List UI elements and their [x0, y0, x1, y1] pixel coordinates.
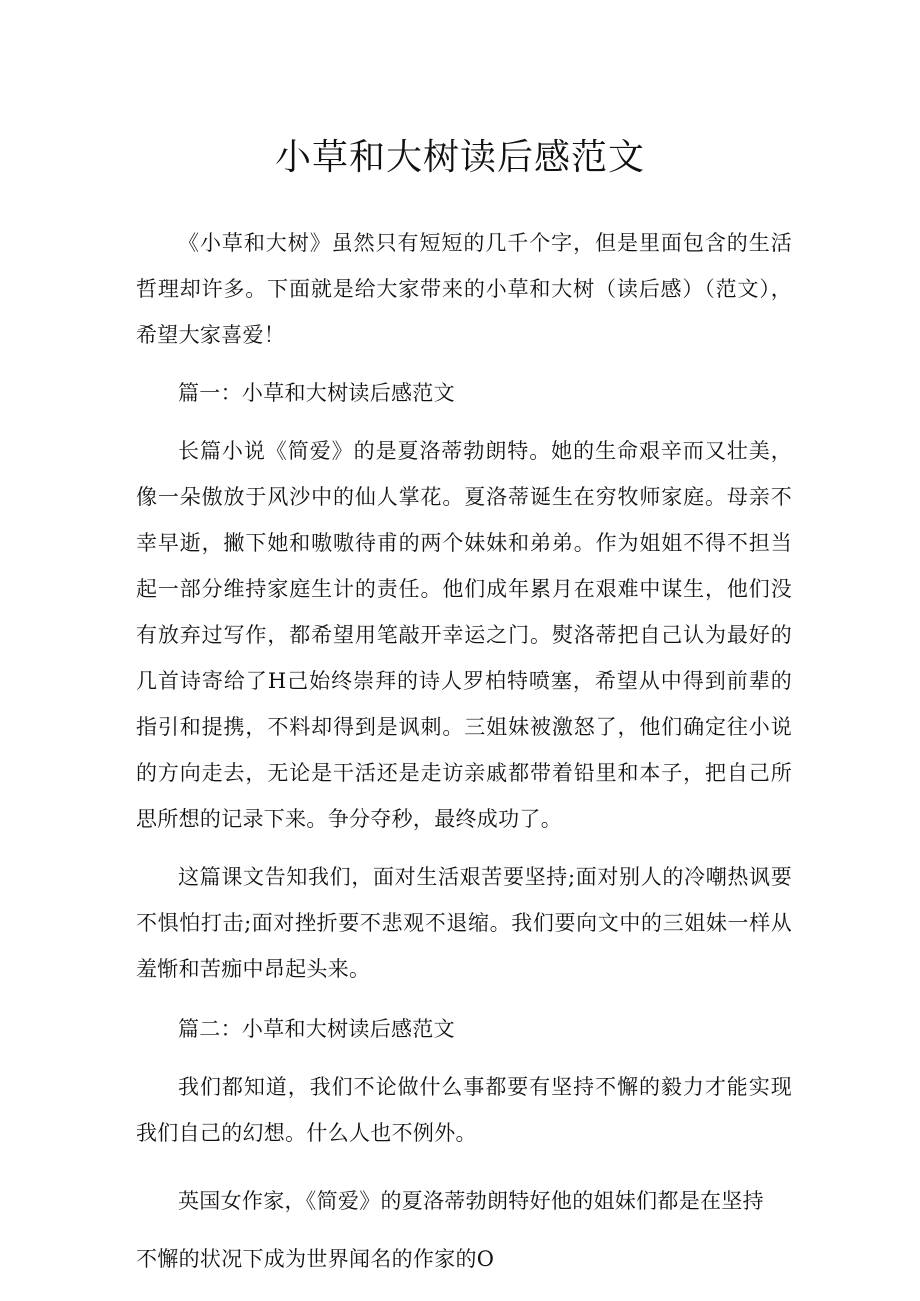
- intro-paragraph: 《小草和大树》虽然只有短短的几千个字，但是里面包含的生活哲理却许多。下面就是给大家带来的小草和大树（读后感）（范文），希望大家喜爱！: [136, 231, 792, 347]
- body-paragraph: 英国女作家，《简爱》的夏洛蒂勃朗特好他的姐妹们都是在坚持: [178, 1189, 764, 1213]
- body-paragraph: 长篇小说《简爱》的是夏洛蒂勃朗特。她的生命艰辛而又壮美，像一朵傲放于风沙中的仙人掌花。夏洛蒂诞生在穷牧师家庭。母亲不幸早逝，撇下她和嗷嗷待甫的两个妹妹和弟弟。作为姐姐不得不担当起一部分维持家庭生计的责任。他们成年累月在艰难中谋生，他们没有放弃过写作，都希望用笔敲开幸运之门。熨洛蒂把自己认为最好的几首诗寄给了H己始终崇拜的诗人罗柏特喷塞，希望从中得到前辈的指引和提携，不料却得到是讽刺。三姐妹被激怒了，他们确定往小说的方向走去，无论是干活还是走访亲戚都带着铅里和本子，把自己所思所想的记录下来。争分夺秒，最终成功了。: [136, 439, 792, 831]
- section-heading-1: 篇一：小草和大树读后感范文: [178, 381, 455, 405]
- document-body: [136, 220, 792, 1282]
- body-paragraph-continued: 不懈的状况下成为世界闻名的作家的O: [136, 1247, 495, 1271]
- page-title: 小草和大树读后感范文: [274, 137, 645, 178]
- body-paragraph: 这篇课文告知我们，面对生活艰苦要坚持;面对别人的冷嘲热讽要不惧怕打击;面对挫折要不悲观不退缩。我们要向文中的三姐妹一样从羞惭和苦痂中昂起头来。: [136, 865, 792, 981]
- section-heading-2: 篇二：小草和大树读后感范文: [178, 1017, 455, 1041]
- body-paragraph: 我们都知道，我们不论做什么事都要有坚持不懈的毅力才能实现我们自己的幻想。什么人也不例外。: [136, 1075, 792, 1145]
